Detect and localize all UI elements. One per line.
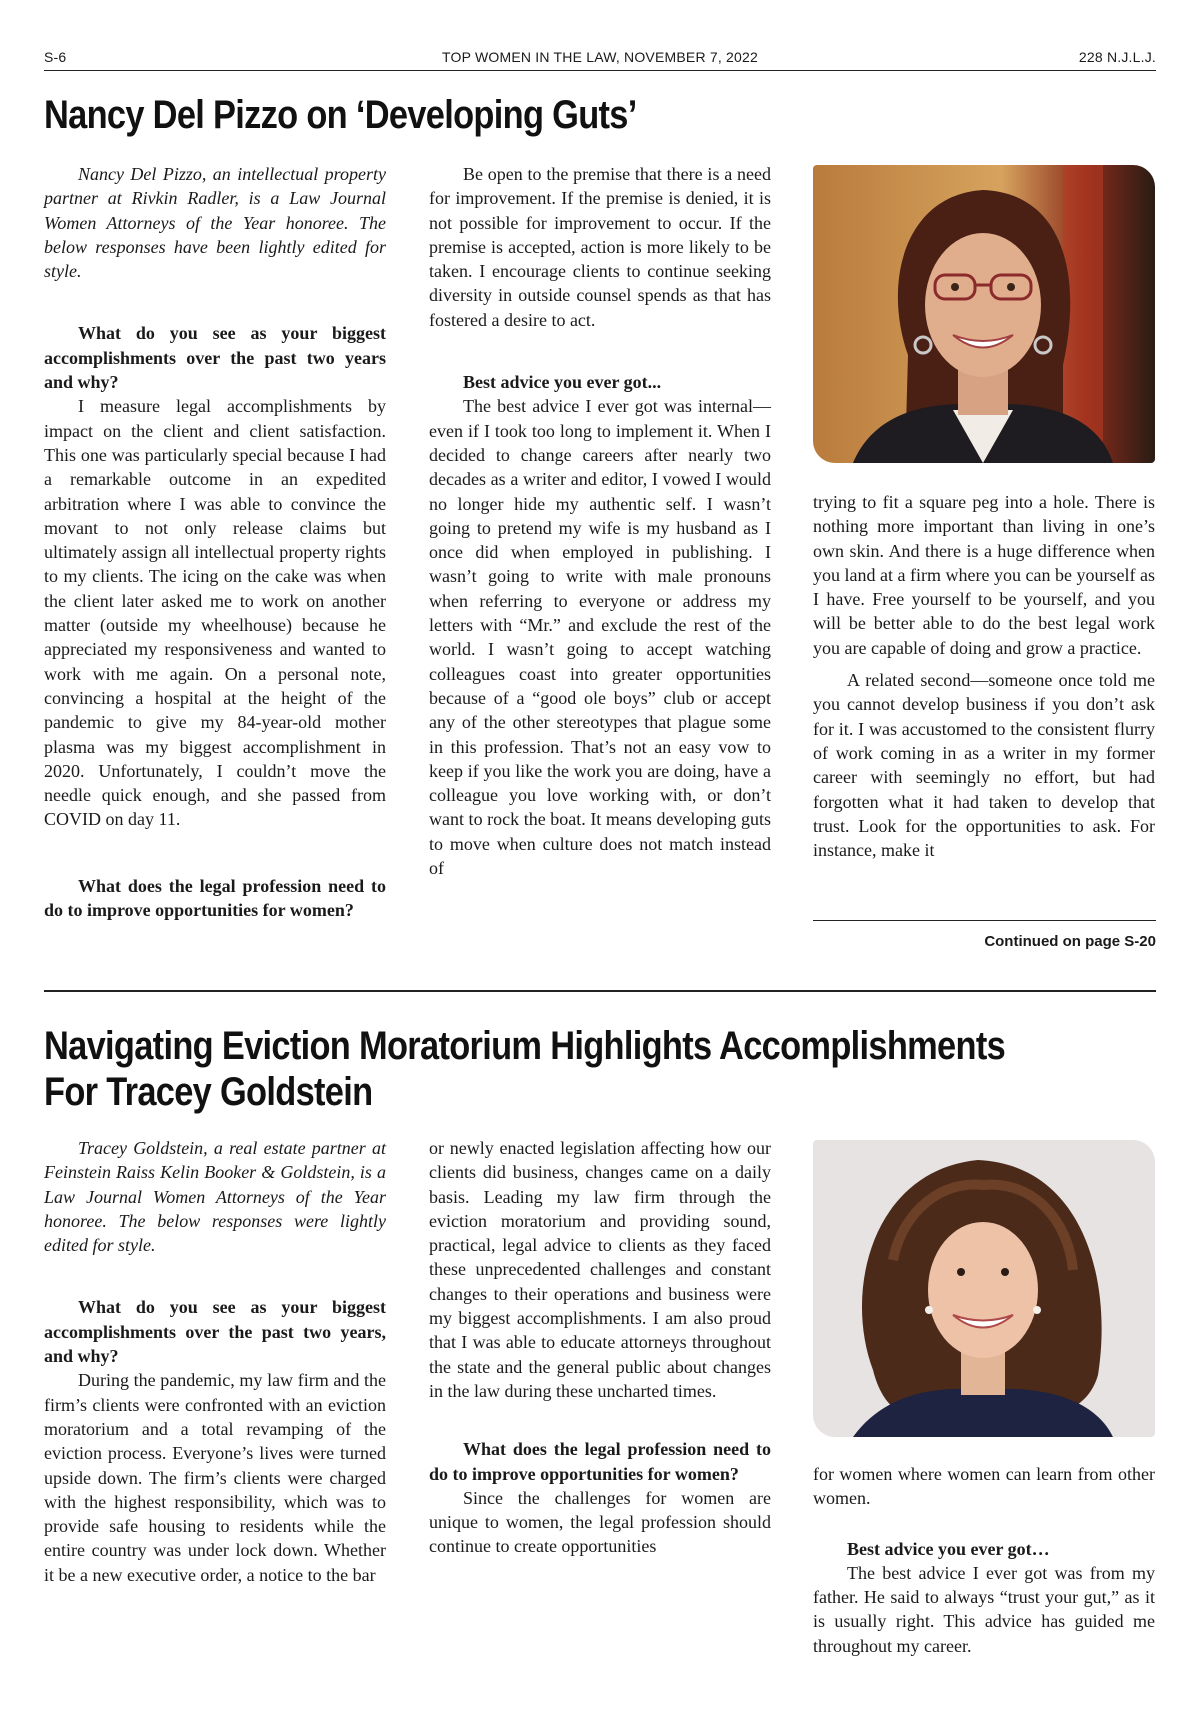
article2-headline-line2: For Tracey Goldstein	[44, 1070, 373, 1114]
article2-column-3	[813, 1462, 1155, 1658]
article1-column-3	[813, 490, 1155, 862]
article2-answer-1: During the pandemic, my law firm and the firm’s clients were confronted with an eviction moratorium and a total revamping of the eviction process. Everyone’s lives were turned upside down. The firm’s clients were charged with the highest responsibility, which was to provide safe housing to residents while the entire country was under lock down. Whether it be a new executive order, a notice to the bar	[44, 1370, 386, 1585]
article2-question-2: What does the legal profession need to do to improve opportunities for women?	[429, 1439, 771, 1484]
article1-lede: Nancy Del Pizzo, an intellectual property partner at Rivkin Radler, is a Law Journal Women Attorneys of the Year honoree. The below responses have been lightly edited for style.	[44, 164, 386, 282]
article2-question-3: Best advice you ever got…	[847, 1538, 1050, 1559]
page-number: S-6	[44, 49, 67, 65]
article1-column-2	[429, 162, 771, 880]
article1-question-3: Best advice you ever got...	[463, 372, 662, 393]
article1-question-2: What does the legal profession need to do to improve opportunities for women?	[44, 875, 386, 921]
article1-answer-2: Be open to the premise that there is a need for improvement. If the premise is denied, it is not possible for improvement to occur. If the premise is accepted, action is more likely to be taken. I encourage clients to continue seeking diversity in outside counsel spends as that has fostered a desire to act.	[429, 164, 771, 330]
article2-headline-line1: Navigating Eviction Moratorium Highlights Accomplishments	[44, 1024, 1006, 1068]
article1-column-1	[44, 162, 386, 922]
article1-answer-1: I measure legal accomplishments by impact on the client and client satisfaction. This one was particularly special because I had a remarkable outcome in an expedited arbitration where I was able to convince the movant to not only release claims but ultimately assign all intellectual property rights to my clients. The icing on the cake was when the client later asked me to work on another matter (outside my wheelhouse) because he appreciated my responsiveness and wanted to work with me again. On a personal note, convincing a hospital at the height of the pandemic to give my 84-year-old mother plasma was my biggest accomplishment in 2020. Unfortunately, I couldn’t move the needle quick enough, and she passed from COVID on day 11.	[44, 396, 386, 830]
article1-headline: Nancy Del Pizzo on ‘Developing Guts’	[44, 93, 637, 137]
nancy-del-pizzo-photo	[813, 165, 1155, 463]
tracey-goldstein-photo	[813, 1140, 1155, 1437]
article2-answer-2: Since the challenges for women are unique to women, the legal profession should continue to create opportunities	[429, 1487, 771, 1557]
article2-lede: Tracey Goldstein, a real estate partner at Feinstein Raiss Kelin Booker & Goldstein, is a Law Journal Women Attorneys of the Year honoree. The below responses were lightly edited for style.	[44, 1138, 386, 1256]
article1-question-1: What do you see as your biggest accomplishments over the past two years and why?	[44, 323, 386, 393]
article2-answer-3: The best advice I ever got was from my father. He said to always “trust your gut,” as it is usually right. This advice has guided me throughout my career.	[813, 1562, 1155, 1656]
publication-title: TOP WOMEN IN THE LAW, NOVEMBER 7, 2022	[442, 49, 758, 65]
continued-on-page	[813, 920, 1156, 950]
article2-column-2	[429, 1136, 771, 1559]
article1-answer-4: A related second—someone once told me you cannot develop business if you don’t ask for it. I was accustomed to the consistent flurry of work coming in as a writer in my former career with seemingly no effort, but had forgotten what it had taken to develop that trust. Look for the opportunities to ask. For instance, make it	[813, 670, 1155, 861]
article-divider	[44, 990, 1156, 992]
article2-answer-2-continued: for women where women can learn from other women.	[813, 1464, 1155, 1509]
volume-citation: 228 N.J.L.J.	[1078, 49, 1156, 65]
article2-column-1	[44, 1136, 386, 1587]
article1-answer-3-continued: trying to fit a square peg into a hole. There is nothing more important than living in one’s own skin. And there is a huge difference when you land at a firm where you can be yourself as I have. Free yourself to be yourself, and you will be better able to do the best legal work you are capable of doing and grow a practice.	[813, 492, 1155, 658]
article2-answer-1-continued: or newly enacted legislation affecting how our clients did business, changes came on a daily basis. Leading my law firm through the eviction moratorium and providing sound, practical, legal advice to clients as they faced these unprecedented challenges and constant changes to their operations and business were my biggest accomplishments. I am also proud that I was able to educate attorneys throughout the state and the general public about changes in the law during these uncharted times.	[429, 1138, 771, 1401]
article2-question-1: What do you see as your biggest accomplishments over the past two years, and why?	[44, 1297, 386, 1367]
article1-answer-3: The best advice I ever got was internal—even if I took too long to implement it. When I decided to change careers after nearly two decades as a writer and editor, I vowed I would no longer hide my authentic self. I wasn’t going to pretend my wife is my husband as I once did when employed in publishing. I wasn’t going to write with male pronouns when referring to everyone or address my letters with “Mr.” and exclude the rest of the world. I wasn’t going to accept watching colleagues coast into greater opportunities because of a “good ole boys” club or accept any of the other stereotypes that plague some in this profession. That’s not an easy vow to keep if you like the work you are doing, have a colleague you love working with, or don’t want to rock the boat. It means developing guts to move when culture does not match instead of	[429, 396, 771, 879]
article2-headline	[44, 1023, 1005, 1115]
continued-label: Continued on page S-20	[984, 933, 1156, 950]
running-header	[44, 48, 1156, 71]
